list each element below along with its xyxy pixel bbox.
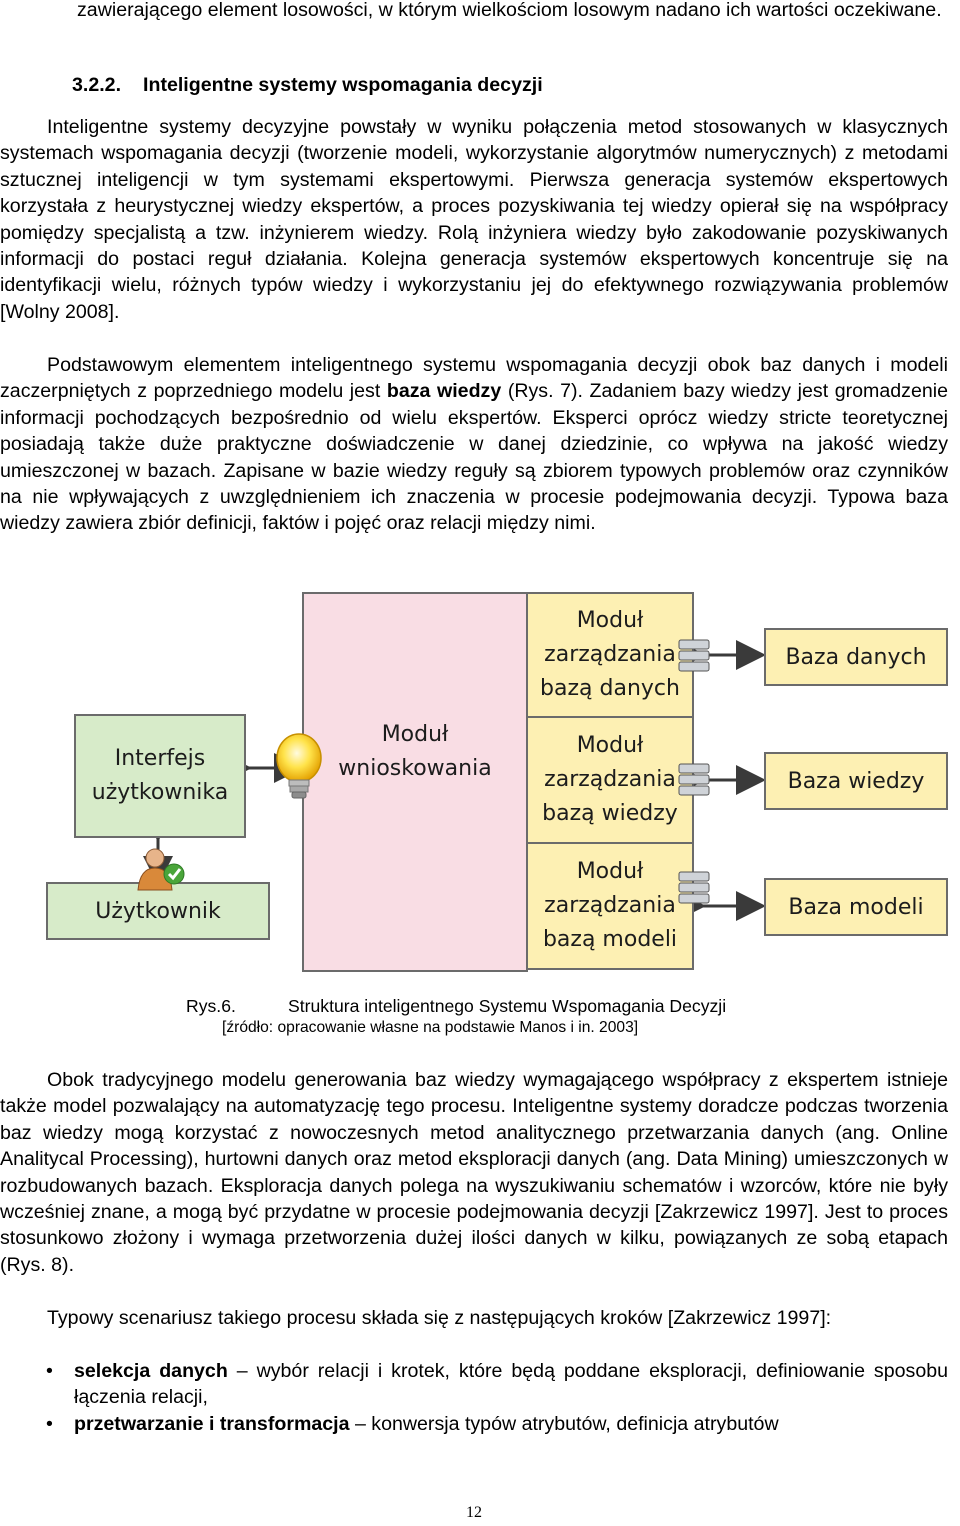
paragraph-continuation: zawierającego element losowości, w którym wielkościom losowym nadano ich wartości oczekiwane. [77,0,942,21]
figure-source: [źródło: opracowanie własne na podstawie Manos i in. 2003] [222,1019,639,1036]
steps-list [0,1358,948,1437]
paragraph-3: Obok tradycyjnego modelu generowania baz wiedzy wymagającego współpracy z ekspertem istnieje także model pozwalający na automatyzację tego procesu. Inteligentne systemy doradcze podczas tworzenia baz wiedzy mogą korzystać z nowoczesnych metod analitycznego przetwarzania danych (ang. Online Analitycal Processing), hurtowni danych oraz metod eksploracji danych (ang. Data Mining) umieszczonych w rozbudowanych bazach. Eksploracja danych polega na wyszukiwaniu schematów i wzorców, które nie były wcześniej znane, a mogą być przydatne w procesie podejmowania decyzji [Zakrzewicz 1997]. Jest to proces stosunkowo złożony i wymaga przetworzenia dużej ilości danych w kilku, powiązanych ze sobą etapach (Rys. 8). [0,1069,948,1276]
lightbulb-icon [270,728,328,808]
page-number: 12 [466,1504,482,1521]
paragraph-4: Typowy scenariusz takiego procesu składa się z następujących kroków [Zakrzewicz 1997]: [47,1307,832,1329]
user-interface-box: Interfejs użytkownika [74,714,246,838]
section-title: Inteligentne systemy wspomagania decyzji [143,74,543,96]
section-number: 3.2.2. [72,74,122,96]
server-icon [676,870,712,906]
figure-caption: Rys.6. Struktura inteligentnego Systemu Wspomagania Decyzji [186,996,727,1016]
list-item: • przetwarzanie i transformacja – konwersja typów atrybutów, definicja atrybutów [0,1411,948,1437]
model-manager-box: Moduł zarządzania bazą modeli [526,842,694,970]
knowledge-base-box: Baza wiedzy [764,752,948,810]
paragraph-1: Inteligentne systemy decyzyjne powstały w wyniku połączenia metod stosowanych w klasycznych systemach wspomagania decyzji (tworzenie modeli, wykorzystanie algorytmów numerycznych) z metodami sztucznej inteligencji w tym systemami ekspertowymi. Pierwsza generacja systemów ekspertowych korzystała z heurystycznej wiedzy ekspertów, a proces pozyskiwania tej wiedzy opierał się na współpracy pomiędzy specjalistą a tzw. inżynierem wiedzy. Rolą inżyniera wiedzy było zakodowanie pozyskiwanych informacji do postaci reguł działania. Kolejna generacja systemów ekspertowych koncentruje się na identyfikacji wielu, różnych typów wiedzy i wykorzystaniu jej do efektywnego rozwiązywania problemów [Wolny 2008]. [0,116,948,323]
database-box: Baza danych [764,628,948,686]
knowledge-manager-box: Moduł zarządzania bazą wiedzy [526,716,694,844]
paragraph-2: Podstawowym elementem inteligentnego systemu wspomagania decyzji obok baz danych i modeli zaczerpniętych z poprzedniego modelu jest baza wiedzy (Rys. 7). Zadaniem bazy wiedzy jest gromadzenie informacji pochodzących bezpośrednio od wielu ekspertów. Eksperci oprócz wiedzy stricte teoretycznej posiadają także duże praktyczne doświadczenie w danej dziedzinie, co wpływa na jakość wiedzy umieszczonej w bazach. Zapisane w bazie wiedzy reguły są zbiorem typowych problemów oraz czynników na nie wpływających z uwzględnieniem ich znaczenia w procesie podejmowania decyzji. Typowa baza wiedzy zawiera zbiór definicji, faktów i pojęć oraz relacji między nimi. [0,354,949,535]
section-heading [72,74,543,97]
data-manager-box: Moduł zarządzania bazą danych [526,592,694,718]
user-box: Użytkownik [46,882,270,940]
model-base-box: Baza modeli [764,878,948,936]
inference-module-box: Moduł wnioskowania [302,592,528,972]
user-avatar-icon [136,846,188,894]
figure-dss-structure [0,588,960,978]
server-icon [676,638,712,674]
bold-term: baza wiedzy [386,380,502,403]
list-item: • selekcja danych – wybór relacji i krotek, które będą poddane eksploracji, definiowanie sposobu łączenia relacji, [0,1358,948,1411]
server-icon [676,762,712,798]
